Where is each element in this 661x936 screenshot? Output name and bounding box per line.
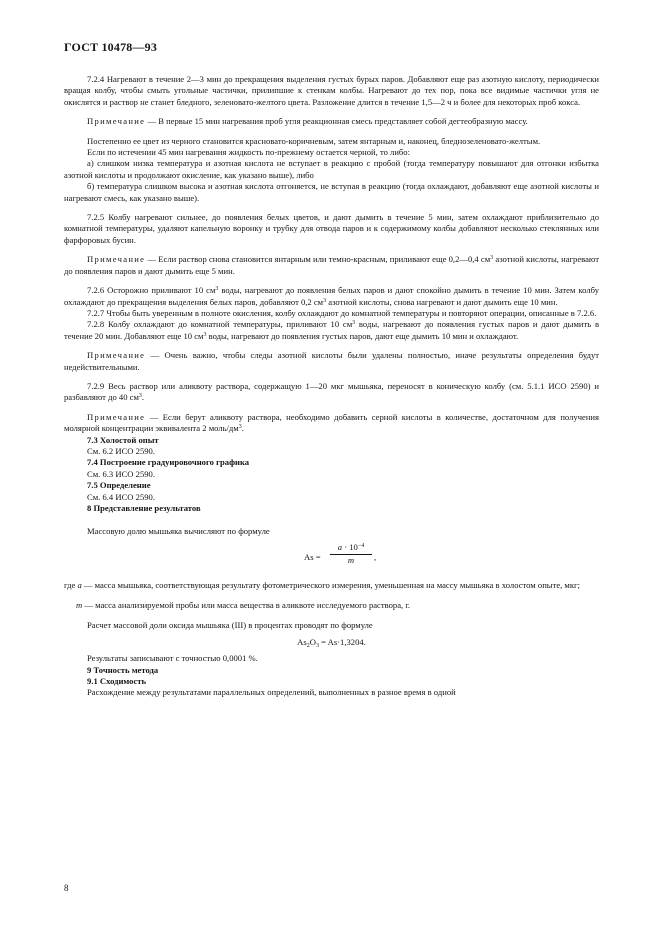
paragraph-7-2-8: 7.2.8 Колбу охлаждают до комнатной температуры, приливают 10 $см^3$ воды, нагревают до появления густых паров и дают дымить в течение 20 мин. Добавляют еще 10 $см^3$ воды, нагревают до появления густых паров, дают еще дымить 10 мин и охлаждают. (64, 319, 599, 341)
formula-denominator: m (347, 555, 355, 566)
section-9-title: 9 Точность метода (87, 664, 159, 675)
legend-m: m — масса анализируемой пробы или масса вещества в аликвоте исследуемого раствора, г. (76, 600, 411, 611)
note-label: Примечание (87, 116, 146, 127)
section-9-1-text: Расхождение между результатами параллельных определений, выполненных в разное время в одной (87, 687, 456, 698)
legend-a: где a — масса мышьяка, соответствующая результату фотометрического измерения, уменьшенная на массу мышьяка в холостом опыте, мкг; (64, 580, 580, 591)
note-label: Примечание (87, 254, 146, 265)
note-3: Примечание — Очень важно, чтобы следы азотной кислоты были удалены полностью, иначе результаты определения будут недействительными. (64, 350, 599, 372)
paragraph-color-change: Постепенно ее цвет из черного становится красновато-коричневым, затем янтарным и, наконец, бледнозеленовато-желтым. (87, 135, 541, 146)
section-7-5-ref: См. 6.4 ИСО 2590. (87, 491, 155, 502)
oxide-formula: $As_2O_3 = As\cdot 1,3204$. (297, 636, 366, 649)
arsenic-formula: As = $\frac{a \cdot 10^{-4}}{m}$ , (304, 541, 377, 566)
formula-fraction (330, 542, 372, 567)
note-label: Примечание (87, 350, 146, 361)
section-8-title: 8 Представление результатов (87, 503, 201, 513)
note-4: Примечание — Если берут аликвоту раствора, необходимо добавить серной кислоты в количестве, достаточном для получения молярной концентрации эквивалента 2 моль/$дм^3$. (64, 411, 599, 434)
note-text: — В первые 15 мин нагревания проб угля реакционная смесь представляет собой дегтеобразную массу. (145, 116, 528, 127)
list-item-a: а) слишком низка температура и азотная кислота не вступает в реакцию с пробой (тогда температуру повышают для отгонки избытка азотной кислоты и продолжают окисление, как указано выше), либо (64, 158, 599, 180)
paragraph-if-black: Если по истечении 45 мин нагревания жидкость по-прежнему остается черной, то либо: (87, 147, 410, 158)
section-9-1-title: 9.1 Сходимость (87, 676, 147, 687)
section-7-3-ref: См. 6.2 ИСО 2590. (87, 445, 155, 456)
page-content (64, 74, 599, 699)
section-8-intro: Массовую долю мышьяка вычисляют по формуле (87, 526, 270, 537)
section-7-3-title: 7.3 Холостой опыт (87, 434, 159, 445)
paragraph-7-2-5: 7.2.5 Колбу нагревают сильнее, до появления белых цветов, и дают дымить в течение 5 мин, затем охлаждают приблизительно до комнатной температуры, удаляют капельную воронку и трубку для отвода паров и к содержимому колбы добавляют несколько стеклянных или фарфоровых бусин. (64, 212, 599, 245)
page-number: 8 (64, 883, 69, 893)
paragraph-7-2-6: 7.2.6 Осторожно приливают 10 $см^3$ воды, нагревают до появления белых паров и дают спокойно дымить в течение 10 мин. Затем колбу охлаждают до прекращения выделения белых паров, добавляют 0,2 $см^3$ азотной кислоты, снова нагревают и дают дымить еще 10 мин. (64, 285, 599, 307)
section-7-5-title: 7.5 Определение (87, 480, 151, 491)
list-item-b: б) температура слишком высока и азотная кислота отгоняется, не вступая в реакцию (тогда охлаждают, добавляют еще азотной кислоты и нагревают смесь, как указано выше). (64, 181, 599, 203)
paragraph-7-2-4: 7.2.4 Нагревают в течение 2—3 мин до прекращения выделения густых бурых паров. Добавляют еще раз азотную кислоту, периодически вращая колбу, чтобы смыть угольные частички, прилипшие к стенкам колбы. Нагревают до тех пор, пока все видимые частички угля не окислятся и раствор не станет бледного, зеленовато-желтого цвета. Разложение длится в течение 1,5—2 ч и более для некоторых проб кокса. (64, 74, 599, 107)
note-2: Примечание — Если раствор снова становится янтарным или темно-красным, приливают еще 0,2—0,4 $см^3$ азотной кислоты, нагревают до появления паров и дают дымить еще 5 мин. (64, 254, 599, 276)
note-1 (64, 116, 599, 127)
paragraph-7-2-7: 7.2.7 Чтобы быть уверенным в полноте окисления, колбу охлаждают до комнатной температуры и повторяют операции, описанные в 7.2.6. (87, 307, 597, 318)
note-label: Примечание (87, 411, 146, 422)
section-7-4-title: 7.4 Построение градуировочного графика (87, 457, 250, 468)
section-7-4-ref: См. 6.3 ИСО 2590. (87, 468, 155, 479)
paragraph-7-2-9: 7.2.9 Весь раствор или аликвоту раствора, содержащую 1—20 мкг мышьяка, переносят в коническую колбу (см. 5.1.1 ИСО 2590) и разбавляют до 40 $см^3$. (64, 380, 599, 403)
oxide-intro: Расчет массовой доли оксида мышьяка (III) в процентах проводят по формуле (87, 620, 373, 631)
precision-note: Результаты записывают с точностью 0,0001 %. (87, 653, 258, 664)
formula-numerator: $a \cdot 10^{-4}$ (330, 542, 372, 555)
standard-header: ГОСТ 10478—93 (64, 40, 158, 54)
formula-lhs: As = (304, 551, 321, 562)
